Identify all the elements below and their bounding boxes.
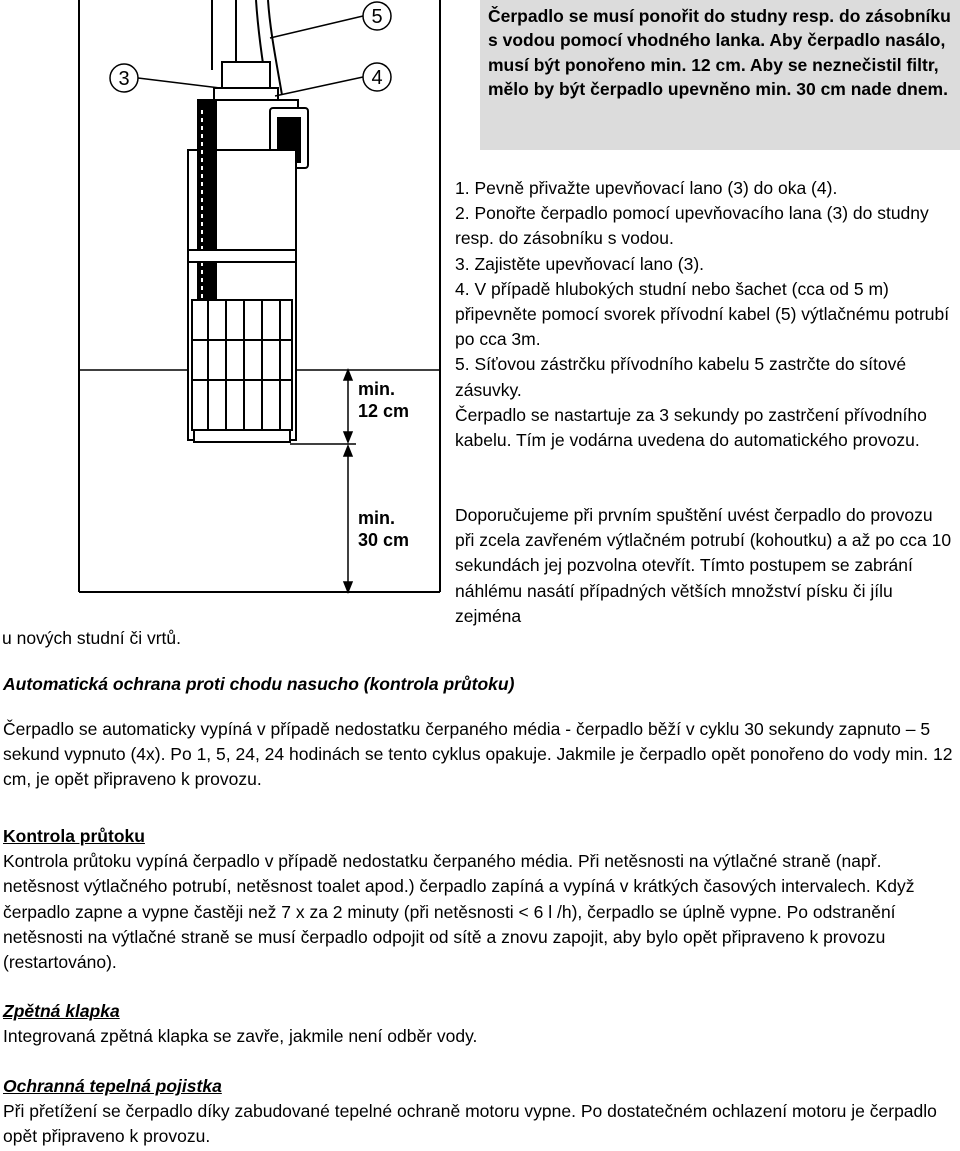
section-check-valve-heading: Zpětná klapka xyxy=(3,1001,120,1021)
dim-upper-line1: min. xyxy=(358,379,396,399)
step-5: 5. Síťovou zástrčku přívodního kabelu 5 zastrčte do sítové zásuvky. xyxy=(455,354,907,400)
callout-3-label: 3 xyxy=(118,68,130,90)
advice-continuation: u nových studní či vrtů. xyxy=(2,628,181,648)
section-flow-control-body: Kontrola průtoku vypíná čerpadlo v případě nedostatku čerpaného média. Při netěsnosti na výtlačné straně (např. netěsnost výtlačného potrubí, netěsnost toalet apod.) čerpadlo zapíná a vypíná v krátkých časových intervalech. Když čerpadlo zapne a vypne častěji než 7 x za 2 minuty (při netěsnosti < 6 l /h), čerpadlo se úplně vypne. Po odstranění netěsnosti na výtlačné straně se musí čerpadlo odpojit od sítě a znovu zapojit, aby bylo opět připraveno k provozu (restartováno). xyxy=(3,851,915,973)
dim-lower-label xyxy=(358,507,409,551)
section-flow-control xyxy=(3,824,953,975)
dim-lower-line1: min. xyxy=(358,508,396,528)
dim-upper-line2: 12 cm xyxy=(358,401,410,421)
dimension-lower-arrow xyxy=(344,446,352,592)
section-check-valve-body: Integrovaná zpětná klapka se zavře, jakmile není odběr vody. xyxy=(3,1026,478,1047)
notice-text: Čerpadlo se musí ponořit do studny resp. do zásobníku s vodou pomocí vhodného lanka. Aby čerpadlo nasálo, musí být ponořeno min. 12 cm. Aby se neznečistil filtr, mělo by být čerpadlo upevněno min. 30 cm nade dnem. xyxy=(488,6,951,100)
section-dry-run-body: Čerpadlo se automaticky vypíná v případě nedostatku čerpaného média - čerpadlo běží v cyklu 30 sekundy zapnuto – 5 sekund vypnuto (4x). Po 1, 5, 24, 24 hodinách se tento cyklus opakuje. Jakmile je čerpadlo opět ponořeno do vody min. 12 cm, je opět připraveno k provozu. xyxy=(3,719,953,790)
step-1: 1. Pevně přivažte upevňovací lano (3) do oka (4). xyxy=(455,178,838,198)
installation-steps xyxy=(455,176,955,453)
step-4: 4. V případě hlubokých studní nebo šachet (cca od 5 m) připevněte pomocí svorek přívodní kabel (5) výtlačnému potrubí po cca 3m. xyxy=(455,278,950,350)
section-thermal-fuse-body: Při přetížení se čerpadlo díky zabudované tepelné ochraně motoru vypne. Po dostatečném ochlazení motoru je čerpadlo opět připraveno k provozu. xyxy=(3,1101,937,1147)
step-3: 3. Zajistěte upevňovací lano (3). xyxy=(455,253,705,274)
pump-body xyxy=(188,100,296,442)
callout-4-label: 4 xyxy=(371,67,383,89)
section-thermal-fuse-heading: Ochranná tepelná pojistka xyxy=(3,1076,222,1096)
section-thermal-fuse xyxy=(3,1074,953,1150)
section-check-valve xyxy=(3,999,953,1049)
step-start-note: Čerpadlo se nastartuje za 3 sekundy po zastrčení přívodního kabelu. Tím je vodárna uvedena do automatického provozu. xyxy=(455,404,927,451)
dim-upper-label xyxy=(358,378,409,422)
section-dry-run xyxy=(3,674,953,793)
advice-paragraph: Doporučujeme při prvním spuštění uvést čerpadlo do provozu při zcela zavřeném výtlačném potrubí (kohoutku) a až po cca 10 sekundách jej pozvolna otevřít. Tímto postupem se zabrání náhlému nasátí případných větších množství písku či jílu zejména xyxy=(455,505,952,626)
dimension-upper-arrow xyxy=(344,370,352,442)
step-2: 2. Ponořte čerpadlo pomocí upevňovacího lana (3) do studny resp. do zásobníku s vodou. xyxy=(455,203,929,249)
dim-lower-line2: 30 cm xyxy=(358,530,410,550)
callout-5-label: 5 xyxy=(371,6,383,28)
section-flow-control-heading: Kontrola průtoku xyxy=(3,826,145,846)
section-dry-run-heading: Automatická ochrana proti chodu nasucho (kontrola průtoku) xyxy=(3,674,515,694)
